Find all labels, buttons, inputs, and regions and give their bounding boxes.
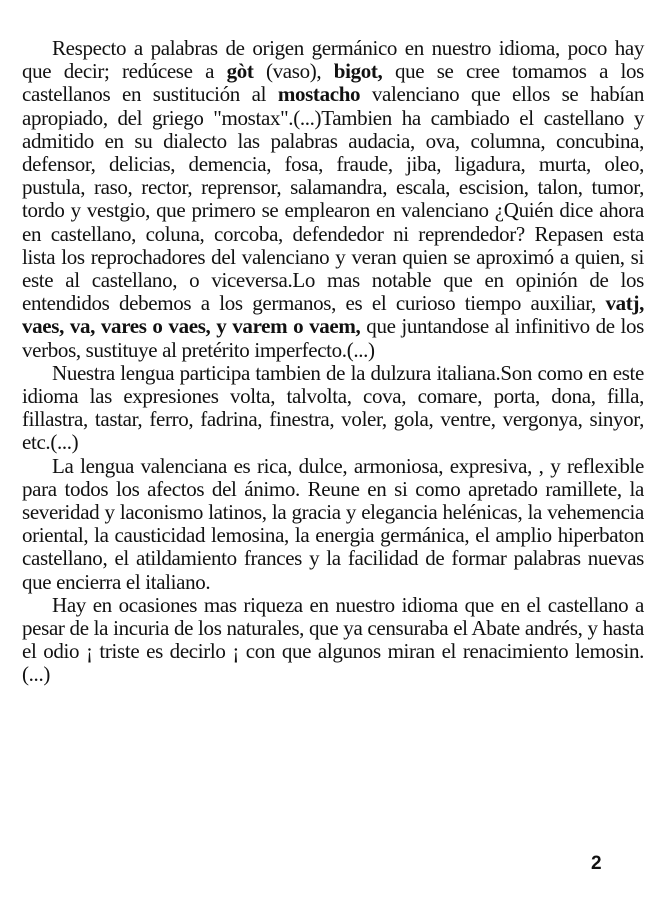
text-run: Hay en ocasiones mas riqueza en nuestro idioma que en el castellano a pesar de la incuria de los naturales, que ya censuraba el Abate andrés, y hasta el odio ¡ triste es decirlo ¡ con que algunos miran el renacimiento lemosin.(...) (22, 592, 644, 687)
text-run: que juntandose al infinitivo de los verbos, sustituye al pretérito imperfecto.(...) (22, 314, 645, 362)
text-run: valenciano que ellos se habían apropiado, del griego "mostax".(...)Tambien ha cambiado el castellano y admitido en su dialecto las palabras audacia, ova, columna, concubina, defensor, delicias, demencia, fosa, fraude, jiba, ligadura, murta, oleo, pustula, raso, rector, reprensor, salamandra, escala, escision, talon, tumor, tordo y vestgio, que primero se emplearon en valenciano ¿Quién dice ahora en castellano, coluna, corcoba, defendedor ni reprendedor? Repasen esta lista los reprochadores del valenciano y veran quien se aproximó a quien, si este al castellano, o viceversa.Lo mas notable que en opinión de los entendidos debemos a los germanos, es el curioso tiempo auxiliar, (22, 82, 644, 316)
text-run: La lengua valenciana es rica, dulce, armoniosa, expresiva, , y reflexible para todos los afectos del ánimo. Reune en si como apretado ramillete, la severidad y laconismo latinos, la gracia y elegancia helénicas, la vehemencia oriental, la causticidad lemosina, la energia germánica, el amplio hiperbaton castellano, el atildamiento frances y la facilidad de formar palabras nuevas que encierra el italiano. (22, 453, 644, 594)
bold-term: mostacho (277, 82, 361, 107)
page-number: 2 (591, 853, 602, 874)
bold-term: gòt (226, 59, 254, 84)
paragraph (22, 362, 644, 455)
body-text (22, 37, 644, 687)
text-run: (vaso), (253, 59, 334, 84)
text-run: Nuestra lengua participa tambien de la dulzura italiana.Son como en este idioma las expresiones volta, talvolta, cova, comare, porta, dona, filla, fillastra, tastar, ferro, fadrina, finestra, voler, gola, ventre, vergonya, sinyor, etc.(...) (22, 360, 644, 455)
bold-term: vatj, vaes, va, vares o vaes, y varem o vaem, (22, 291, 644, 339)
bold-term: bigot, (333, 59, 383, 84)
paragraph (22, 455, 644, 594)
paragraph (22, 37, 644, 362)
text-run: que se cree tomamos a los castellanos en sustitución al (22, 59, 644, 107)
text-run: Respecto a palabras de origen germánico en nuestro idioma, poco hay que decir; redúcese a (22, 36, 644, 84)
paragraph (22, 594, 644, 687)
